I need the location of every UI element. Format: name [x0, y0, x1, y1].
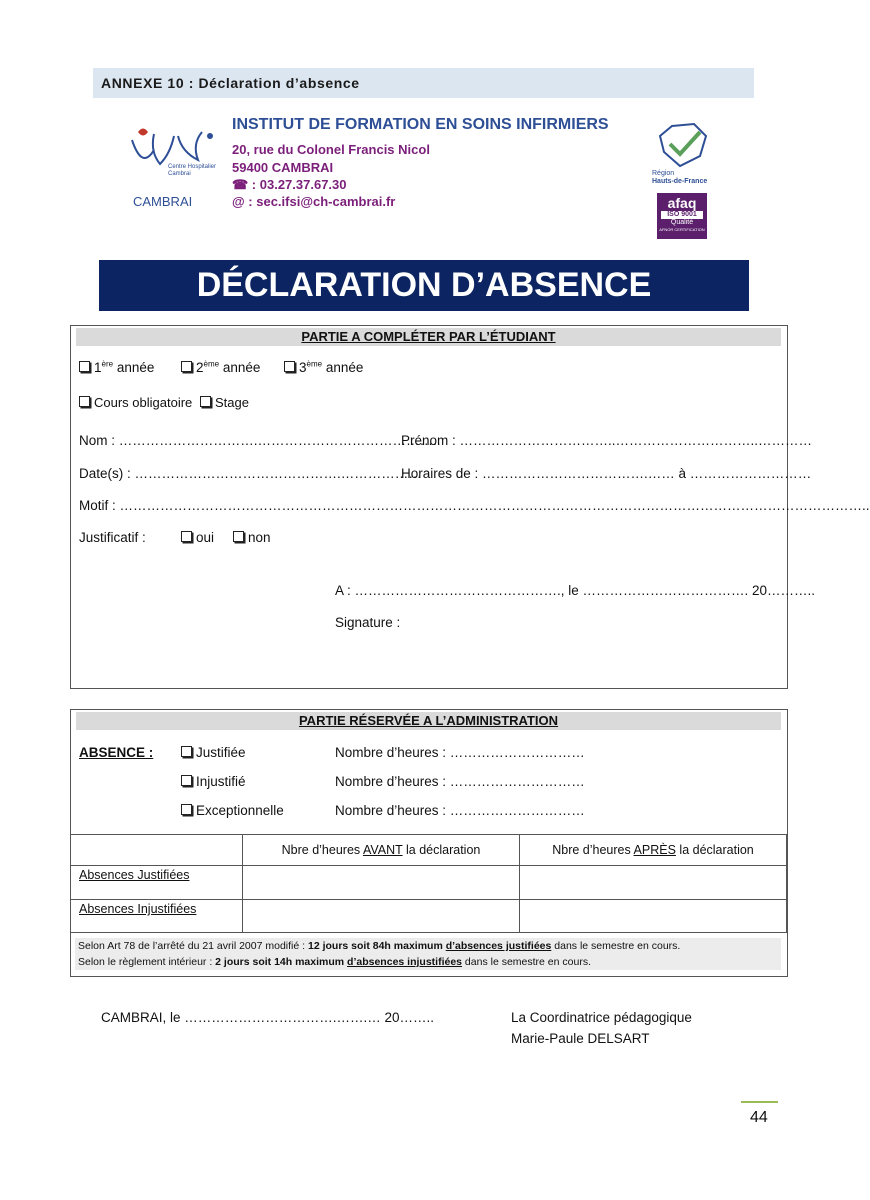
exceptionnelle-option[interactable]: Exceptionnelle: [181, 803, 284, 818]
institute-phone: 03.27.37.67.30: [259, 177, 347, 192]
nb-heures-injustifie[interactable]: Nombre d’heures : …………………………: [335, 774, 585, 789]
institute-address1: 20, rue du Colonel Francis Nicol: [232, 142, 430, 157]
table-cell-injustifiees-avant[interactable]: [242, 899, 520, 933]
annex-label: ANNEXE 10 : Déclaration d’absence: [101, 75, 360, 91]
table-cell-justifiees-apres[interactable]: [519, 865, 787, 900]
afaq-line2: ISO 9001: [661, 211, 703, 219]
nb-heures-justifiee[interactable]: Nombre d’heures : …………………………: [335, 745, 585, 760]
horaires-field[interactable]: Horaires de : ……………………………….…… à ………………………: [401, 466, 812, 481]
justificatif-non[interactable]: non: [233, 530, 271, 545]
admin-section-header: PARTIE RÉSERVÉE A L’ADMINISTRATION: [76, 712, 781, 730]
signature-field[interactable]: Signature :: [335, 615, 401, 630]
checkbox-icon[interactable]: [79, 396, 90, 407]
ifsi-logo: [124, 122, 219, 214]
nom-field[interactable]: Nom : ………………………….…………………………………..: [79, 433, 441, 448]
checkbox-icon[interactable]: [233, 531, 244, 542]
table-header-apres: Nbre d’heures APRÈS la déclaration: [519, 834, 787, 866]
year2-option[interactable]: 2ème année: [181, 360, 260, 375]
justificatif-label: Justificatif :: [79, 530, 146, 545]
checkbox-icon[interactable]: [181, 746, 192, 757]
institute-address2: 59400 CAMBRAI: [232, 160, 334, 175]
annex-header: [93, 68, 754, 98]
justifiee-option[interactable]: Justifiée: [181, 745, 246, 760]
ifsi-logo-sub: Centre Hospitalier Cambrai: [168, 164, 217, 177]
stage-option[interactable]: Stage: [200, 395, 249, 410]
year1-option[interactable]: 1ère année: [79, 360, 154, 375]
ifsi-logo-city: CAMBRAI: [133, 194, 193, 209]
absence-label: ABSENCE :: [79, 745, 154, 760]
lieu-date-field[interactable]: A : ………………………………………., le ………………………………. 20………..: [335, 583, 816, 598]
institute-email: sec.ifsi@ch-cambrai.fr: [256, 194, 396, 209]
year3-option[interactable]: 3ème année: [284, 360, 363, 375]
table-header-avant: Nbre d’heures AVANT la déclaration: [242, 834, 520, 866]
region-line2: Hauts-de-France: [652, 178, 708, 185]
rules-note-line2: Selon le règlement intérieur : 2 jours soit 14h maximum d’absences injustifiées dans le semestre en cours.: [78, 956, 591, 968]
checkbox-icon[interactable]: [200, 396, 211, 407]
justificatif-oui[interactable]: oui: [181, 530, 214, 545]
phone-icon: ☎ :: [232, 177, 260, 192]
checkbox-icon[interactable]: [181, 775, 192, 786]
afaq-line4: AFNOR CERTIFICATION: [659, 227, 705, 232]
table-row-label-justifiees: Absences Justifiées: [70, 865, 243, 900]
institute-phone-row: [232, 177, 347, 193]
course-option[interactable]: Cours obligatoire: [79, 395, 192, 410]
nb-heures-exceptionnelle[interactable]: Nombre d’heures : …………………………: [335, 803, 585, 818]
table-row-label-injustifiees: Absences Injustifiées: [70, 899, 243, 933]
rules-note: [75, 938, 781, 970]
injustifie-option[interactable]: Injustifié: [181, 774, 246, 789]
motif-field[interactable]: Motif : …………………………………………………………………………………………………………………………………………………..: [79, 498, 870, 513]
afaq-logo: [657, 193, 707, 239]
region-line1: Région: [652, 170, 675, 177]
table-cell-injustifiees-apres[interactable]: [519, 899, 787, 933]
checkbox-icon[interactable]: [181, 804, 192, 815]
page-number: 44: [750, 1109, 768, 1126]
checkbox-icon[interactable]: [181, 361, 192, 372]
table-header-empty: [70, 834, 243, 866]
footer-role: La Coordinatrice pédagogique: [511, 1010, 692, 1025]
rules-note-line1: Selon Art 78 de l’arrêté du 21 avril 2007 modifié : 12 jours soit 84h maximum d’absences justifiées dans le semestre en cours.: [78, 940, 681, 952]
student-section-header: PARTIE A COMPLÉTER PAR L’ÉTUDIANT: [76, 328, 781, 346]
region-map-icon: [650, 122, 720, 172]
checkbox-icon[interactable]: [284, 361, 295, 372]
dates-field[interactable]: Date(s) : ……………………………………….………………: [79, 466, 422, 481]
institute-name: INSTITUT DE FORMATION EN SOINS INFIRMIERS: [232, 116, 609, 133]
afaq-line1: afaq: [667, 195, 697, 211]
page-title: DÉCLARATION D’ABSENCE: [99, 260, 749, 311]
prenom-field[interactable]: Prénom : ……………………………..…………………………..…………: [401, 433, 813, 448]
region-logo: [650, 122, 720, 188]
email-icon: @ :: [232, 194, 257, 209]
footer-place-date[interactable]: CAMBRAI, le …………………………….…….… 20……..: [101, 1010, 435, 1025]
institute-email-row: [232, 194, 395, 209]
table-cell-justifiees-avant[interactable]: [242, 865, 520, 900]
checkbox-icon[interactable]: [79, 361, 90, 372]
checkbox-icon[interactable]: [181, 531, 192, 542]
afaq-line3: Qualité: [670, 219, 694, 226]
footer-name: Marie-Paule DELSART: [511, 1031, 650, 1046]
page-number-rule: [741, 1101, 778, 1103]
